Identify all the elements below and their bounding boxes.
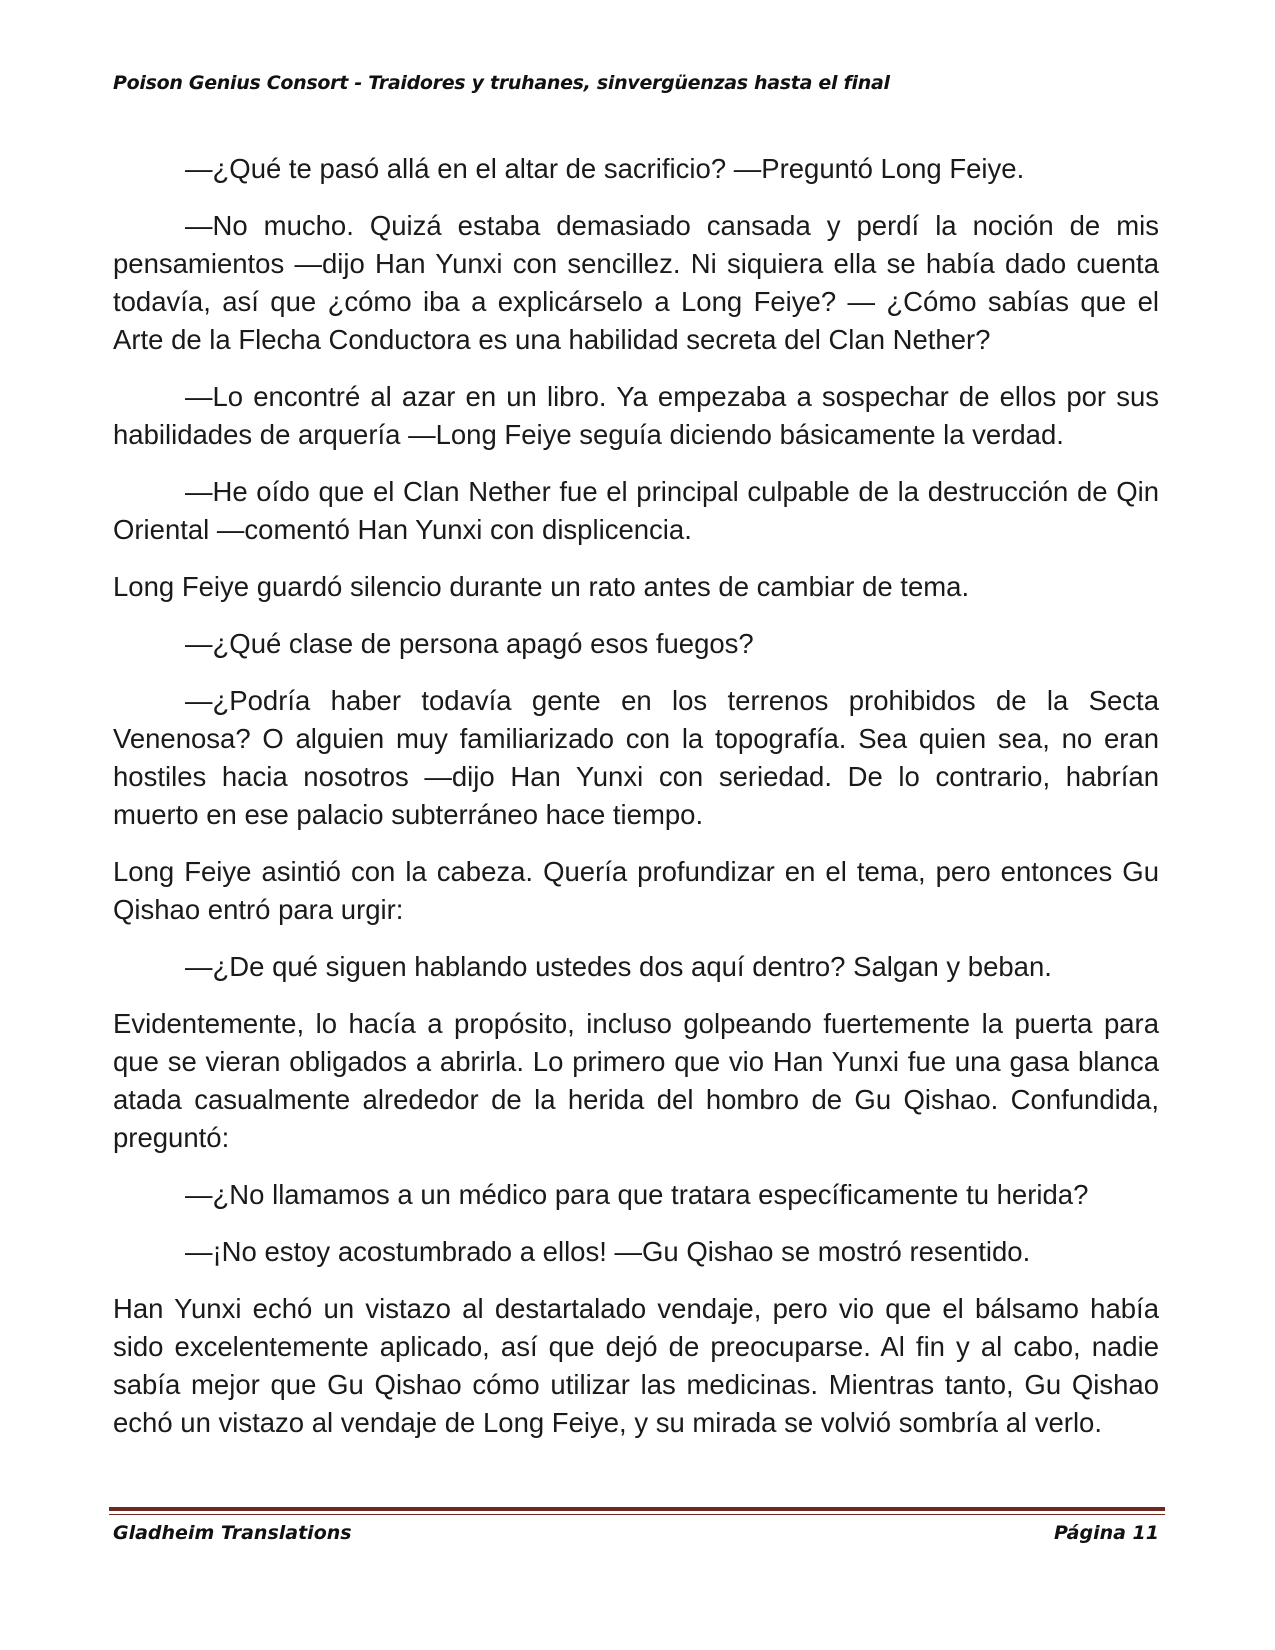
page-number: Página 11: [1053, 1522, 1159, 1544]
page-footer: [113, 1522, 1159, 1544]
paragraph: Long Feiye guardó silencio durante un rato antes de cambiar de tema.: [113, 571, 970, 602]
paragraph: —¿Qué te pasó allá en el altar de sacrificio? —Preguntó Long Feiye.: [185, 153, 1025, 184]
paragraph: —¿No llamamos a un médico para que tratara específicamente tu herida?: [185, 1179, 1089, 1210]
paragraph: —Lo encontré al azar en un libro. Ya empezaba a sospechar de ellos por sus habilidades de arquería —Long Feiye seguía diciendo básicamente la verdad.: [113, 381, 1159, 450]
paragraph: Evidentemente, lo hacía a propósito, incluso golpeando fuertemente la puerta para que se vieran obligados a abrirla. Lo primero que vio Han Yunxi fue una gasa blanca atada casualmente alrededor de la herida del hombro de Gu Qishao. Confundida, preguntó:: [113, 1008, 1159, 1153]
paragraph: —He oído que el Clan Nether fue el principal culpable de la destrucción de Qin Oriental —comentó Han Yunxi con displicencia.: [113, 476, 1159, 545]
paragraph: —No mucho. Quizá estaba demasiado cansada y perdí la noción de mis pensamientos —dijo Han Yunxi con sencillez. Ni siquiera ella se había dado cuenta todavía, así que ¿cómo iba a explicárselo a Long Feiye? — ¿Cómo sabías que el Arte de la Flecha Conductora es una habilidad secreta del Clan Nether?: [113, 210, 1159, 355]
paragraph: —¿De qué siguen hablando ustedes dos aquí dentro? Salgan y beban.: [185, 951, 1052, 982]
paragraph: —¿Qué clase de persona apagó esos fuegos?: [185, 628, 754, 659]
paragraph: —¿Podría haber todavía gente en los terrenos prohibidos de la Secta Venenosa? O alguien muy familiarizado con la topografía. Sea quien sea, no eran hostiles hacia nosotros —dijo Han Yunxi con seriedad. De lo contrario, habrían muerto en ese palacio subterráneo hace tiempo.: [113, 685, 1159, 830]
footer-publisher: Gladheim Translations: [113, 1522, 352, 1544]
paragraph: Long Feiye asintió con la cabeza. Quería profundizar en el tema, pero entonces Gu Qishao entró para urgir:: [113, 856, 1159, 925]
document-body: [113, 150, 1159, 1461]
footer-divider-thin: [109, 1514, 1165, 1515]
paragraph: Han Yunxi echó un vistazo al destartalado vendaje, pero vio que el bálsamo había sido excelentemente aplicado, así que dejó de preocuparse. Al fin y al cabo, nadie sabía mejor que Gu Qishao cómo utilizar las medicinas. Mientras tanto, Gu Qishao echó un vistazo al vendaje de Long Feiye, y su mirada se volvió sombría al verlo.: [113, 1293, 1159, 1438]
page-header-title: Poison Genius Consort - Traidores y truhanes, sinvergüenzas hasta el final: [113, 72, 890, 94]
paragraph: —¡No estoy acostumbrado a ellos! —Gu Qishao se mostró resentido.: [185, 1236, 1031, 1267]
footer-divider: [109, 1507, 1165, 1511]
